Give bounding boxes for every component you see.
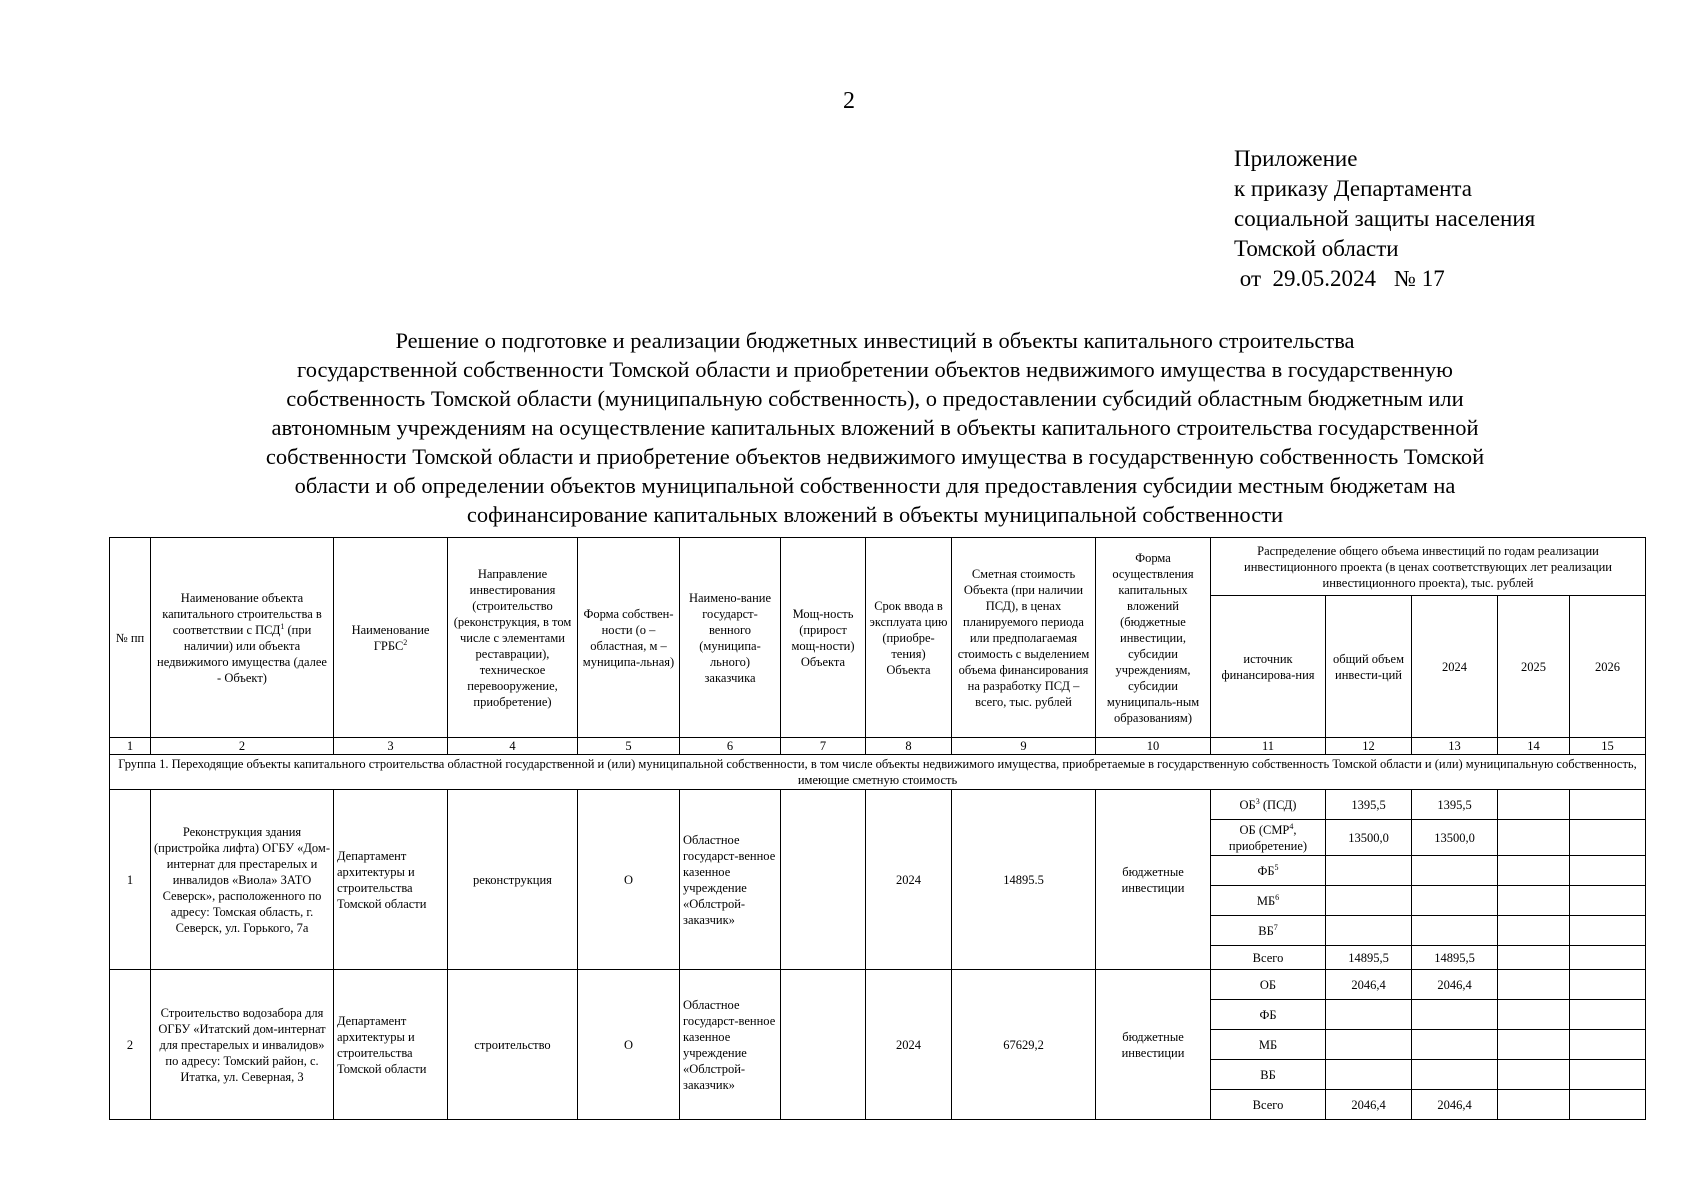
funding-source: ВБ$^7$ [1211,916,1326,946]
funding-total [1326,916,1412,946]
column-number: 4 [448,738,578,755]
header-form: Форма осуществления капитальных вложений (бюджетные инвестиции, субсидии учреждениям, субсидии муниципаль-ным образованиям) [1096,538,1211,738]
title-line: софинансирование капитальных вложений в объекты муниципальной собственности [466,502,1284,527]
header-num: № пп [110,538,151,738]
group-1-label: Группа 1. Переходящие объекты капитального строительства областной государственной и (или) муниципальной собственности, в том числе объекты недвижимого имущества, приобретаемые в государственную собственность Томской области и (или) муниципальную собственность, имеющие сметную стоимость [110,755,1646,790]
funding-2024: 2046,4 [1412,970,1498,1000]
column-number: 12 [1326,738,1412,755]
header-year-2025: 2025 [1498,596,1570,738]
funding-2025 [1498,946,1570,970]
column-number: 1 [110,738,151,755]
funding-source: ФБ$^5$ [1211,856,1326,886]
funding-total: 13500,0 [1326,820,1412,856]
header-year-2024: 2024 [1412,596,1498,738]
column-number: 3 [334,738,448,755]
title-line: собственности Томской области и приобретение объектов недвижимого имущества в государственную собственность Томской [265,444,1485,469]
header-year-2026: 2026 [1570,596,1646,738]
document-title [100,326,1650,529]
funding-2026 [1570,946,1646,970]
funding-2025 [1498,1000,1570,1030]
column-number: 10 [1096,738,1211,755]
funding-2025 [1498,856,1570,886]
object-deadline: 2024 [866,790,952,970]
header-capacity: Мощ-ность (прирост мощ-ности) Объекта [781,538,866,738]
object-form: бюджетные инвестиции [1096,790,1211,970]
table-row [110,970,1646,1000]
header-grbs: Наименование ГРБС$^2$ [334,538,448,738]
funding-2026 [1570,790,1646,820]
funding-2025 [1498,1060,1570,1090]
title-line: Решение о подготовке и реализации бюджетных инвестиций в объекты капитального строительства [395,328,1355,353]
funding-2026 [1570,1060,1646,1090]
object-customer: Областное государст-венное казенное учреждение «Облстрой-заказчик» [680,790,781,970]
order-date: 29.05.2024 [1272,266,1376,291]
funding-2026 [1570,1000,1646,1030]
funding-total: 14895,5 [1326,946,1412,970]
funding-2025 [1498,820,1570,856]
title-line: государственной собственности Томской области и приобретении объектов недвижимого имущества в государственную [297,357,1453,382]
object-capacity [781,970,866,1120]
object-deadline: 2024 [866,970,952,1120]
funding-source: Всего [1211,1090,1326,1120]
funding-total: 1395,5 [1326,790,1412,820]
header-ownership: Форма собствен-ности (о – областная, м – муниципа-льная) [578,538,680,738]
funding-source: ВБ [1211,1060,1326,1090]
column-number: 14 [1498,738,1570,755]
title-line: области и об определении объектов муниципальной собственности для предоставления субсидии местным бюджетам на [294,473,1456,498]
header-row [110,538,1646,596]
funding-2024: 14895,5 [1412,946,1498,970]
column-number: 7 [781,738,866,755]
funding-source: ОБ$^3$ (ПСД) [1211,790,1326,820]
header-customer: Наимено-вание государст-венного (муниципа-льного) заказчика [680,538,781,738]
object-grbs: Департамент архитектуры и строительства Томской области [334,790,448,970]
funding-2025 [1498,1030,1570,1060]
header-cost: Сметная стоимость Объекта (при наличии ПСД), в ценах планируемого периода или предполагаемая стоимость с выделением объема финансирования на разработку ПСД – всего, тыс. рублей [952,538,1096,738]
column-number: 2 [151,738,334,755]
funding-2025 [1498,886,1570,916]
funding-2025 [1498,916,1570,946]
object-ownership: О [578,970,680,1120]
funding-2024: 1395,5 [1412,790,1498,820]
appendix-line: социальной защиты населения [1234,206,1536,231]
funding-total [1326,1030,1412,1060]
header-direction: Направление инвестирования (строительство (реконструкция, в том числе с элементами реставрации), техническое перевооружение, приобретение) [448,538,578,738]
group-row [110,755,1646,790]
funding-2026 [1570,1090,1646,1120]
funding-source: МБ$^6$ [1211,886,1326,916]
table-row [110,790,1646,820]
funding-source: МБ [1211,1030,1326,1060]
header-distribution: Распределение общего объема инвестиций по годам реализации инвестиционного проекта (в ценах соответствующих лет реализации инвестиционного проекта), тыс. рублей [1211,538,1646,596]
appendix-line: Томской области [1234,236,1399,261]
funding-2026 [1570,1030,1646,1060]
funding-source: ОБ [1211,970,1326,1000]
funding-2024 [1412,886,1498,916]
header-source: источник финансирова-ния [1211,596,1326,738]
title-line: автономным учреждениям на осуществление капитальных вложений в объекты капитального строительства государственной [271,415,1479,440]
header-object-name: Наименование объекта капитального строительства в соответствии с ПСД$^1$ (при наличии) или объекта недвижимого имущества (далее - Объект) [151,538,334,738]
funding-2026 [1570,820,1646,856]
order-number: № 17 [1394,266,1445,291]
column-number: 15 [1570,738,1646,755]
column-number: 13 [1412,738,1498,755]
object-cost: 67629,2 [952,970,1096,1120]
date-prefix: от [1239,266,1261,291]
header-deadline: Срок ввода в эксплуата цию (приобре-тения) Объекта [866,538,952,738]
column-number: 11 [1211,738,1326,755]
funding-source: Всего [1211,946,1326,970]
object-form: бюджетные инвестиции [1096,970,1211,1120]
column-number: 6 [680,738,781,755]
funding-2024 [1412,1000,1498,1030]
object-capacity [781,790,866,970]
object-grbs: Департамент архитектуры и строительства Томской области [334,970,448,1120]
object-ownership: О [578,790,680,970]
object-direction: строительство [448,970,578,1120]
funding-2026 [1570,886,1646,916]
appendix-line: Приложение [1234,146,1358,171]
column-number: 8 [866,738,952,755]
funding-total [1326,886,1412,916]
page-number: 2 [843,88,855,114]
header-total: общий объем инвести-ций [1326,596,1412,738]
funding-2024 [1412,1060,1498,1090]
object-cost: 14895.5 [952,790,1096,970]
object-direction: реконструкция [448,790,578,970]
investment-table [109,537,1646,1120]
object-name: Строительство водозабора для ОГБУ «Итатский дом-интернат для престарелых и инвалидов» по адресу: Томский район, с. Итатка, ул. Северная, 3 [151,970,334,1120]
funding-2026 [1570,916,1646,946]
funding-total [1326,1000,1412,1030]
appendix-date-line [1234,264,1535,294]
funding-2024: 2046,4 [1412,1090,1498,1120]
object-name: Реконструкция здания (пристройка лифта) ОГБУ «Дом-интернат для престарелых и инвалидов «Виола» ЗАТО Северск», расположенного по адресу: Томская область, г. Северск, ул. Горького, 7а [151,790,334,970]
funding-source: ОБ (СМР$^4$, приобретение) [1211,820,1326,856]
object-number: 2 [110,970,151,1120]
funding-2024 [1412,916,1498,946]
funding-source: ФБ [1211,1000,1326,1030]
appendix-line: к приказу Департамента [1234,176,1472,201]
funding-2026 [1570,856,1646,886]
funding-2025 [1498,970,1570,1000]
funding-2024 [1412,856,1498,886]
title-line: собственность Томской области (муниципальную собственность), о предоставлении субсидий областным бюджетным или [286,386,1464,411]
funding-2024: 13500,0 [1412,820,1498,856]
column-number: 9 [952,738,1096,755]
funding-2025 [1498,1090,1570,1120]
funding-total [1326,856,1412,886]
appendix-block [1234,144,1535,294]
object-customer: Областное государст-венное казенное учреждение «Облстрой-заказчик» [680,970,781,1120]
funding-2025 [1498,790,1570,820]
funding-total: 2046,4 [1326,970,1412,1000]
object-number: 1 [110,790,151,970]
column-number: 5 [578,738,680,755]
funding-2024 [1412,1030,1498,1060]
column-numbers-row [110,738,1646,755]
funding-2026 [1570,970,1646,1000]
funding-total: 2046,4 [1326,1090,1412,1120]
funding-total [1326,1060,1412,1090]
